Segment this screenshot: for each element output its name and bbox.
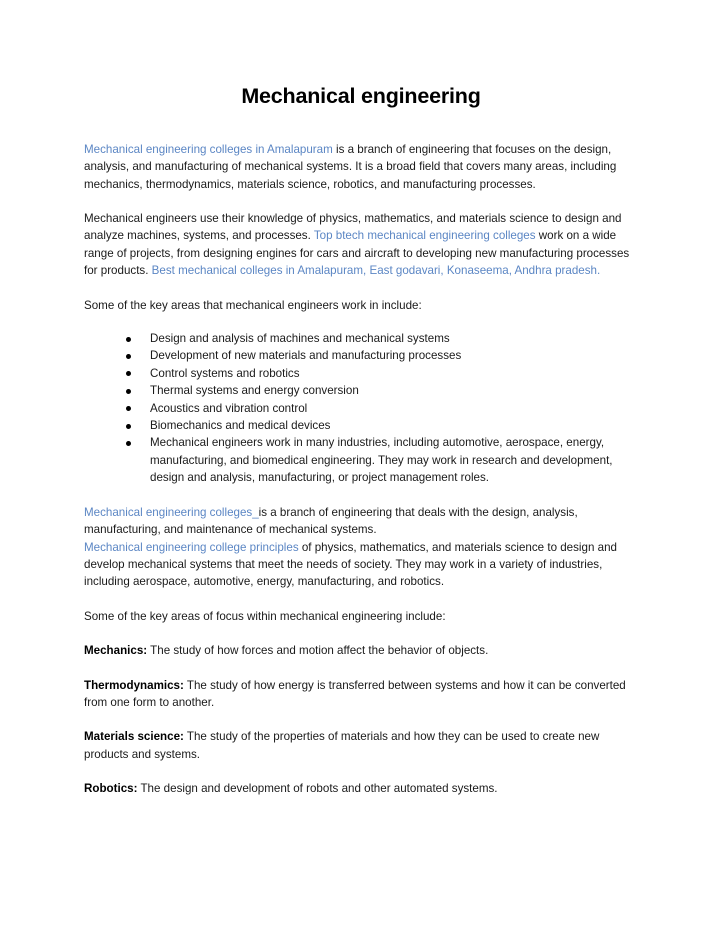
paragraph-knowledge <box>84 210 638 280</box>
list-item: Biomechanics and medical devices <box>126 417 638 434</box>
paragraph-knowledge-text-2: work on a wide range of projects, from designing engines for cars and aircraft to developing new manufacturing processes for products. <box>84 229 630 278</box>
list-item: Development of new materials and manufacturing processes <box>126 347 638 364</box>
definition-term: Thermodynamics: <box>84 678 184 692</box>
definition-robotics <box>84 780 638 797</box>
spacer <box>84 487 638 504</box>
page-title: Mechanical engineering <box>241 84 481 108</box>
link-mechanical-engineering-colleges-amalapuram[interactable]: Mechanical engineering colleges in Amalapuram <box>84 142 333 156</box>
document-content <box>84 0 638 798</box>
paragraph-principles-text: of physics, mathematics, and materials science to design and develop mechanical systems that meet the needs of society. They may work in a variety of industries, including aerospace, automotive, energy, manufacturing, and robotics. <box>84 540 617 589</box>
list-item: Design and analysis of machines and mechanical systems <box>126 330 638 347</box>
paragraph-intro <box>84 141 638 193</box>
spacer <box>84 280 638 297</box>
list-item: Thermal systems and energy conversion <box>126 382 638 399</box>
spacer <box>84 110 638 141</box>
definition-description: The study of how forces and motion affect the behavior of objects. <box>147 644 489 658</box>
link-mechanical-engineering-college-principles[interactable]: Mechanical engineering college principles <box>84 540 299 554</box>
paragraph-principles <box>84 539 638 591</box>
definition-term: Robotics: <box>84 782 138 796</box>
focus-areas-intro: Some of the key areas of focus within mechanical engineering include: <box>84 609 446 623</box>
definition-description: The study of the properties of materials and how they can be used to create new products and systems. <box>84 730 600 761</box>
key-areas-list <box>84 330 638 487</box>
paragraph-knowledge-text-1: Mechanical engineers use their knowledge of physics, mathematics, and materials science to design and analyze machines, systems, and processes. <box>84 212 622 243</box>
definition-term: Materials science: <box>84 730 184 744</box>
key-areas-intro: Some of the key areas that mechanical engineers work in include: <box>84 298 422 312</box>
list-item: Control systems and robotics <box>126 365 638 382</box>
spacer <box>84 660 638 677</box>
list-item: Acoustics and vibration control <box>126 400 638 417</box>
definition-mechanics <box>84 642 638 659</box>
spacer <box>84 591 638 608</box>
paragraph-definition <box>84 504 638 539</box>
paragraph-intro-text: is a branch of engineering that focuses on the design, analysis, and manufacturing of mechanical systems. It is a broad field that covers many areas, including mechanics, thermodynamics, materials science, robotics, and manufacturing processes. <box>84 142 617 191</box>
spacer <box>84 625 638 642</box>
list-item: Mechanical engineers work in many industries, including automotive, aerospace, energy, manufacturing, and biomedical engineering. They may work in research and development, design and analysis, manufacturing, or project management roles. <box>126 434 638 486</box>
spacer <box>84 314 638 330</box>
spacer <box>84 193 638 210</box>
definition-term: Mechanics: <box>84 644 148 658</box>
definition-materials-science <box>84 728 638 763</box>
definition-description: The design and development of robots and other automated systems. <box>137 782 498 796</box>
spacer <box>84 763 638 780</box>
definition-description: The study of how energy is transferred between systems and how it can be converted from one form to another. <box>84 678 626 709</box>
link-mechanical-engineering-colleges[interactable]: Mechanical engineering colleges_ <box>84 505 259 519</box>
link-top-btech-mechanical-engineering-colleges[interactable]: Top btech mechanical engineering colleges <box>313 229 536 243</box>
link-best-mechanical-colleges-amalapuram[interactable]: Best mechanical colleges in Amalapuram, East godavari, Konaseema, Andhra pradesh. <box>151 264 601 278</box>
definition-thermodynamics <box>84 677 638 712</box>
spacer <box>84 711 638 728</box>
paragraph-definition-text-1: is a branch of engineering that deals with the design, analysis, manufacturing, and maintenance of mechanical systems. <box>84 505 578 537</box>
